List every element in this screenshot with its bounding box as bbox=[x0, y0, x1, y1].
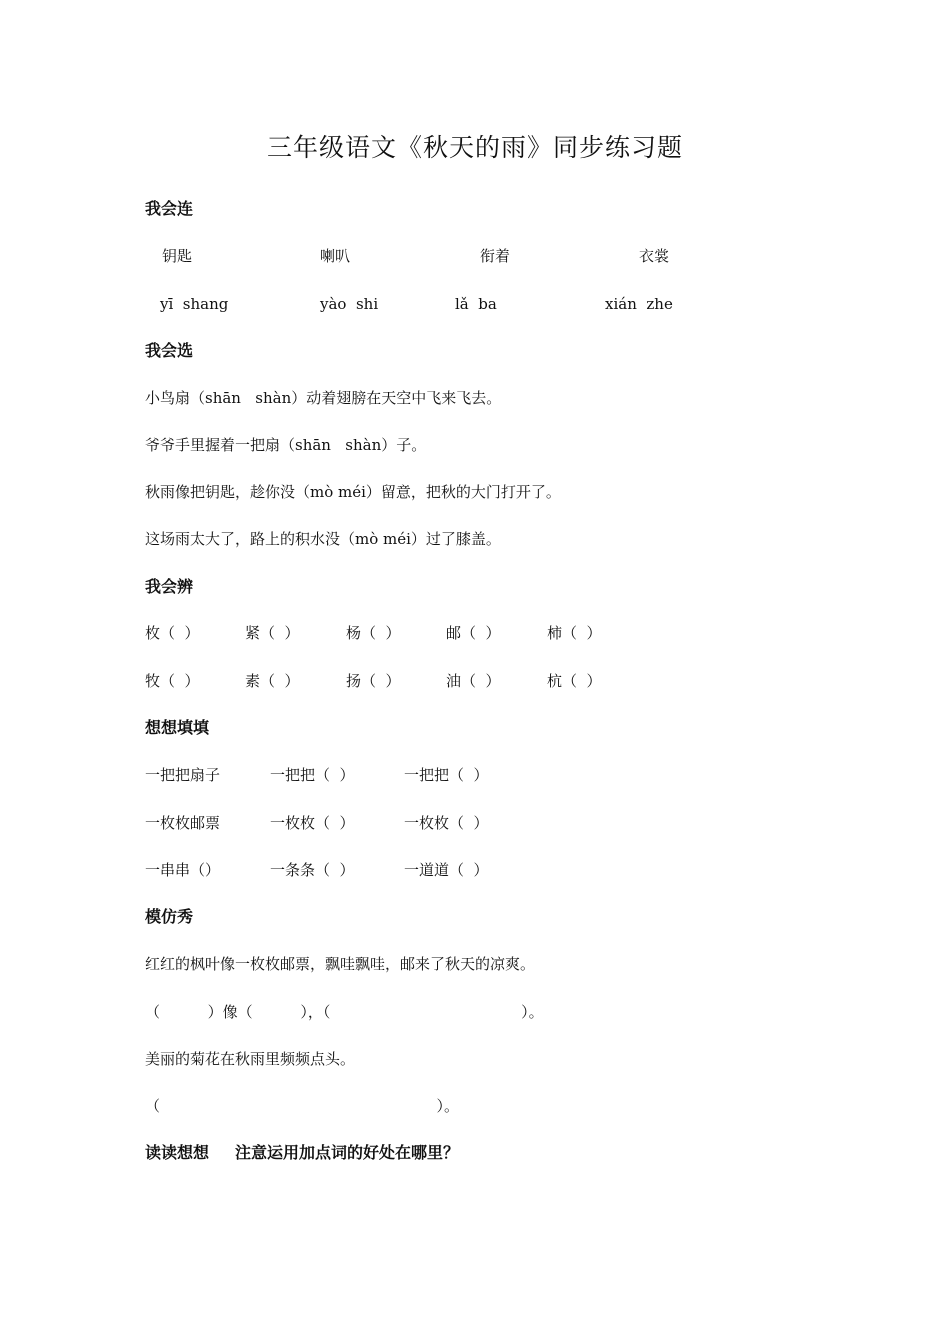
pinyin-item: yào shi bbox=[320, 295, 379, 313]
section-heading-choose: 我会选 bbox=[145, 341, 194, 360]
choice-sentence: 爷爷手里握着一把扇（shān shàn）子。 bbox=[145, 436, 427, 454]
char-blank: 素（ ） bbox=[245, 672, 300, 690]
fill-item: 一把把扇子 bbox=[145, 766, 221, 784]
section-heading-fill: 想想填填 bbox=[145, 718, 210, 737]
char-blank: 牧（ ） bbox=[145, 672, 200, 690]
section-heading-match: 我会连 bbox=[145, 199, 194, 218]
section-heading-imitate: 模仿秀 bbox=[145, 907, 194, 926]
section-heading-distinguish: 我会辨 bbox=[145, 577, 194, 596]
char-blank: 杭（ ） bbox=[547, 672, 602, 690]
char-blank: 扬（ ） bbox=[346, 672, 401, 690]
imitation-blank-line: （ ）像（ ），（ ）。 bbox=[145, 1003, 544, 1021]
fill-item: 一把把（ ） bbox=[404, 766, 489, 784]
char-blank: 柿（ ） bbox=[547, 624, 602, 642]
char-blank: 枚（ ） bbox=[145, 624, 200, 642]
choice-sentence: 这场雨太大了，路上的积水没（mò méi）过了膝盖。 bbox=[145, 530, 501, 548]
pinyin-item: yī shang bbox=[160, 295, 229, 313]
word-item: 衣裳 bbox=[639, 247, 670, 265]
fill-item: 一枚枚邮票 bbox=[145, 814, 221, 832]
fill-item: 一枚枚（ ） bbox=[404, 814, 489, 832]
fill-item: 一把把（ ） bbox=[270, 766, 355, 784]
word-item: 钥匙 bbox=[162, 247, 193, 265]
example-sentence: 美丽的菊花在秋雨里频频点头。 bbox=[145, 1050, 356, 1068]
pinyin-item: lǎ ba bbox=[455, 295, 497, 313]
char-blank: 邮（ ） bbox=[446, 624, 501, 642]
section-heading-read bbox=[145, 1142, 459, 1164]
fill-item: 一道道（ ） bbox=[404, 861, 489, 879]
choice-sentence: 秋雨像把钥匙，趁你没（mò méi）留意，把秋的大门打开了。 bbox=[145, 483, 561, 501]
choice-sentence: 小鸟扇（shān shàn）动着翅膀在天空中飞来飞去。 bbox=[145, 389, 502, 407]
word-item: 喇叭 bbox=[320, 247, 351, 265]
char-blank: 紧（ ） bbox=[245, 624, 300, 642]
word-item: 衔着 bbox=[480, 247, 511, 265]
imitation-blank-line: （ ）。 bbox=[145, 1097, 460, 1115]
page-title: 三年级语文《秋天的雨》同步练习题 bbox=[266, 133, 683, 162]
char-blank: 杨（ ） bbox=[346, 624, 401, 642]
read-heading-label: 读读想想 bbox=[145, 1143, 210, 1162]
fill-item: 一条条（ ） bbox=[270, 861, 355, 879]
pinyin-item: xián zhe bbox=[605, 295, 673, 313]
example-sentence: 红红的枫叶像一枚枚邮票，飘哇飘哇，邮来了秋天的凉爽。 bbox=[145, 955, 536, 973]
fill-item: 一串串（） bbox=[145, 861, 221, 879]
char-blank: 油（ ） bbox=[446, 672, 501, 690]
fill-item: 一枚枚（ ） bbox=[270, 814, 355, 832]
read-prompt: 注意运用加点词的好处在哪里？ bbox=[235, 1143, 460, 1162]
